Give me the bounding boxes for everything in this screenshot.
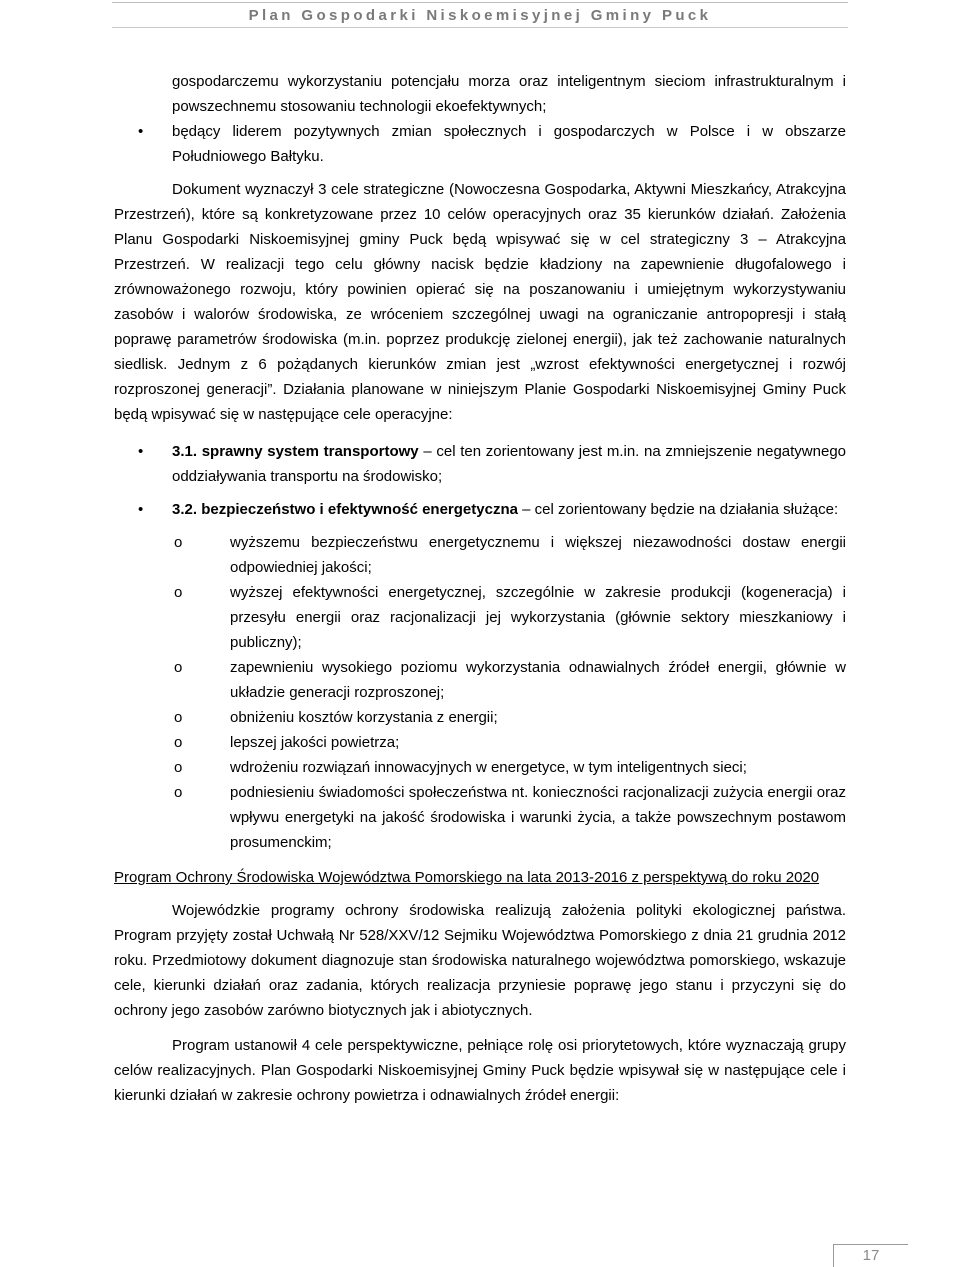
goal-item-3-2: [114, 497, 846, 522]
page-number-box: [833, 1244, 908, 1267]
sub-item: [114, 780, 846, 855]
goal-title: bezpieczeństwo i efektywność energetyczna: [201, 501, 518, 518]
header-bottom-rule: [112, 27, 848, 28]
sub-marker: o: [174, 709, 183, 726]
sub-marker: o: [174, 734, 183, 751]
sub-item: [114, 530, 846, 580]
sub-item-text: zapewnieniu wysokiego poziomu wykorzystania odnawialnych źródeł energii, głównie w układzie generacji rozproszonej;: [230, 659, 846, 701]
bullet-marker: •: [138, 123, 144, 140]
header-title: Plan Gospodarki Niskoemisyjnej Gminy Puck: [248, 7, 712, 24]
bullet-marker: •: [138, 501, 144, 518]
intro-bullet-text: będący liderem pozytywnych zmian społecznych i gospodarczych w Polsce i w obszarze Południowego Bałtyku.: [172, 123, 846, 165]
goal-description: – cel zorientowany będzie na działania służące:: [517, 501, 839, 518]
section-heading: Program Ochrony Środowiska Województwa Pomorskiego na lata 2013-2016 z perspektywą do roku 2020: [114, 869, 820, 886]
sub-marker: o: [174, 534, 183, 551]
sub-item-text: wyższemu bezpieczeństwu energetycznemu i większej niezawodności dostaw energii odpowiedniej jakości;: [230, 534, 846, 576]
goal-number: 3.2.: [172, 501, 202, 518]
intro-continuation: gospodarczemu wykorzystaniu potencjału morza oraz inteligentnym sieciom infrastrukturalnym i powszechnemu stosowaniu technologii ekoefektywnych;: [172, 73, 846, 115]
sub-item: [114, 705, 846, 730]
sub-item: [114, 730, 846, 755]
sub-marker: o: [174, 659, 183, 676]
paragraph-program-goals: Program ustanowił 4 cele perspektywiczne, pełniące rolę osi priorytetowych, które wyznaczają grupy celów realizacyjnych. Plan Gospodarki Niskoemisyjnej Gminy Puck będzie wpisywał się w następujące cele i kierunki działań w zakresie ochrony powietrza i odnawialnych źródeł energii:: [114, 1037, 846, 1104]
intro-bullet-item: [114, 119, 846, 169]
sub-item-text: lepszej jakości powietrza;: [230, 734, 400, 751]
bullet-marker: •: [138, 443, 144, 460]
sub-item: [114, 580, 846, 655]
sub-item: [114, 655, 846, 705]
sub-item-text: obniżeniu kosztów korzystania z energii;: [230, 709, 498, 726]
sub-marker: o: [174, 784, 183, 801]
goal-title: sprawny system transportowy: [201, 443, 419, 460]
sub-item-text: wyższej efektywności energetycznej, szczególnie w zakresie produkcji (kogeneracja) i przesyłu energii oraz racjonalizacji jej wykorzystania (głównie sektory mieszkaniowy i publiczny);: [230, 584, 846, 651]
sub-marker: o: [174, 584, 183, 601]
paragraph-regional-programs: Wojewódzkie programy ochrony środowiska realizują założenia polityki ekologicznej państwa. Program przyjęty został Uchwałą Nr 528/XXV/12 Sejmiku Województwa Pomorskiego z dnia 21 grudnia 2012 roku. Przedmiotowy dokument diagnozuje stan środowiska naturalnego województwa pomorskiego, wskazuje cele, kierunki działań oraz zadania, których realizacja przyniesie poprawę jego stanu i przyczyni się do ochrony jego zasobów zarówno biotycznych jak i abiotycznych.: [114, 902, 846, 1019]
sub-item: [114, 755, 846, 780]
page-number: 17: [862, 1247, 880, 1264]
paragraph-strategic-goals: Dokument wyznaczył 3 cele strategiczne (Nowoczesna Gospodarka, Aktywni Mieszkańcy, Atrakcyjna Przestrzeń), które są konkretyzowane przez 10 celów operacyjnych oraz 35 kierunków działań. Założenia Planu Gospodarki Niskoemisyjnej gminy Puck będą wpisywać się w cel strategiczny 3 – Atrakcyjna Przestrzeń. W realizacji tego celu główny nacisk będzie kładziony na zapewnienie długofalowego i zrównoważonego rozwoju, który powinien opierać się na poszanowaniu i umiejętnym wykorzystywaniu zasobów i walorów środowiska, ze wróceniem szczególnej uwagi na ograniczanie antropopresji i stałą poprawę parametrów środowiska (m.in. poprzez produkcję zielonej energii), jak też zachowanie naturalnych siedlisk. Jednym z 6 pożądanych kierunków zmian jest „wzrost efektywności energetycznej i rozwój rozproszonej generacji”. Działania planowane w niniejszym Planie Gospodarki Niskoemisyjnej Gminy Puck będą wpisywać się w następujące cele operacyjne:: [114, 181, 846, 423]
document-body: [114, 69, 846, 1108]
goal-number: 3.1.: [172, 443, 202, 460]
sub-item-text: podniesieniu świadomości społeczeństwa nt. konieczności racjonalizacji zużycia energii oraz wpływu energetyki na jakość środowiska i warunki życia, a także powszechnym postawom prosumenckim;: [230, 784, 846, 851]
sub-marker: o: [174, 759, 183, 776]
sub-item-text: wdrożeniu rozwiązań innowacyjnych w energetyce, w tym inteligentnych sieci;: [230, 759, 747, 776]
goal-item-3-1: [114, 439, 846, 489]
page-header: [112, 0, 848, 30]
header-top-rule: [112, 2, 848, 3]
goal-description: – cel ten zorientowany jest m.in. na zmniejszenie negatywnego oddziaływania transportu na środowisko;: [172, 443, 847, 485]
